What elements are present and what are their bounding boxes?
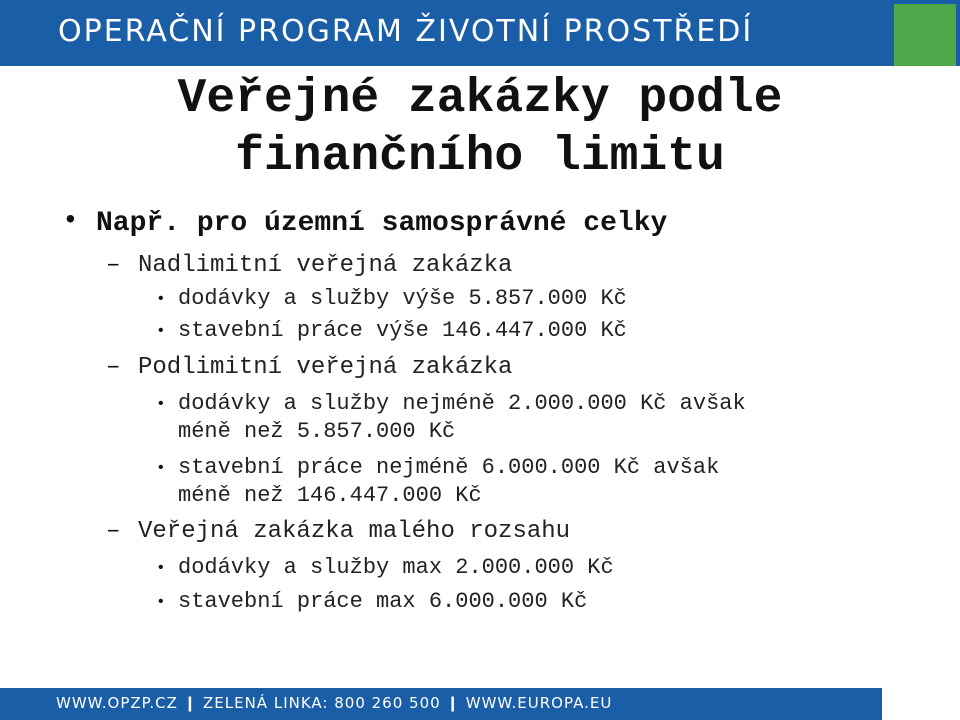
bullet-icon: • — [156, 593, 166, 611]
bullet-icon: • — [156, 322, 166, 340]
bullet-icon: • — [156, 459, 166, 477]
dash-icon: – — [106, 252, 121, 279]
main-bullet: Např. pro územní samosprávné celky — [96, 208, 668, 239]
program-title: OPERAČNÍ PROGRAM ŽIVOTNÍ PROSTŘEDÍ — [58, 14, 754, 49]
top-banner — [0, 0, 960, 66]
footer-bar — [0, 688, 882, 720]
bullet-icon: • — [156, 395, 166, 413]
slide-title — [0, 70, 960, 186]
bullet-icon: • — [156, 559, 166, 577]
list-item: stavební práce nejméně 6.000.000 Kč avšak — [178, 455, 720, 480]
brand-square — [894, 4, 956, 66]
bullet-icon: • — [156, 290, 166, 308]
list-item: stavební práce výše 146.447.000 Kč — [178, 318, 627, 343]
dash-icon: – — [106, 518, 121, 545]
list-item: stavební práce max 6.000.000 Kč — [178, 589, 588, 614]
list-item: dodávky a služby výše 5.857.000 Kč — [178, 286, 627, 311]
footer-contact: WWW.OPZP.CZ ❙ ZELENÁ LINKA: 800 260 500 ❙ WWW.EUROPA.EU — [56, 694, 613, 712]
list-item-podlimitni: Podlimitní veřejná zakázka — [138, 354, 513, 381]
bullet-icon: • — [62, 206, 79, 237]
slide-title-line-2: finančního limitu — [235, 130, 725, 184]
list-item-continuation: méně než 5.857.000 Kč — [178, 419, 456, 444]
list-item-maly-rozsah: Veřejná zakázka malého rozsahu — [138, 518, 571, 545]
list-item-continuation: méně než 146.447.000 Kč — [178, 483, 482, 508]
list-item-nadlimitni: Nadlimitní veřejná zakázka — [138, 252, 513, 279]
dash-icon: – — [106, 354, 121, 381]
list-item: dodávky a služby nejméně 2.000.000 Kč avšak — [178, 391, 746, 416]
slide-title-line-1: Veřejné zakázky podle — [177, 72, 783, 126]
list-item: dodávky a služby max 2.000.000 Kč — [178, 555, 614, 580]
